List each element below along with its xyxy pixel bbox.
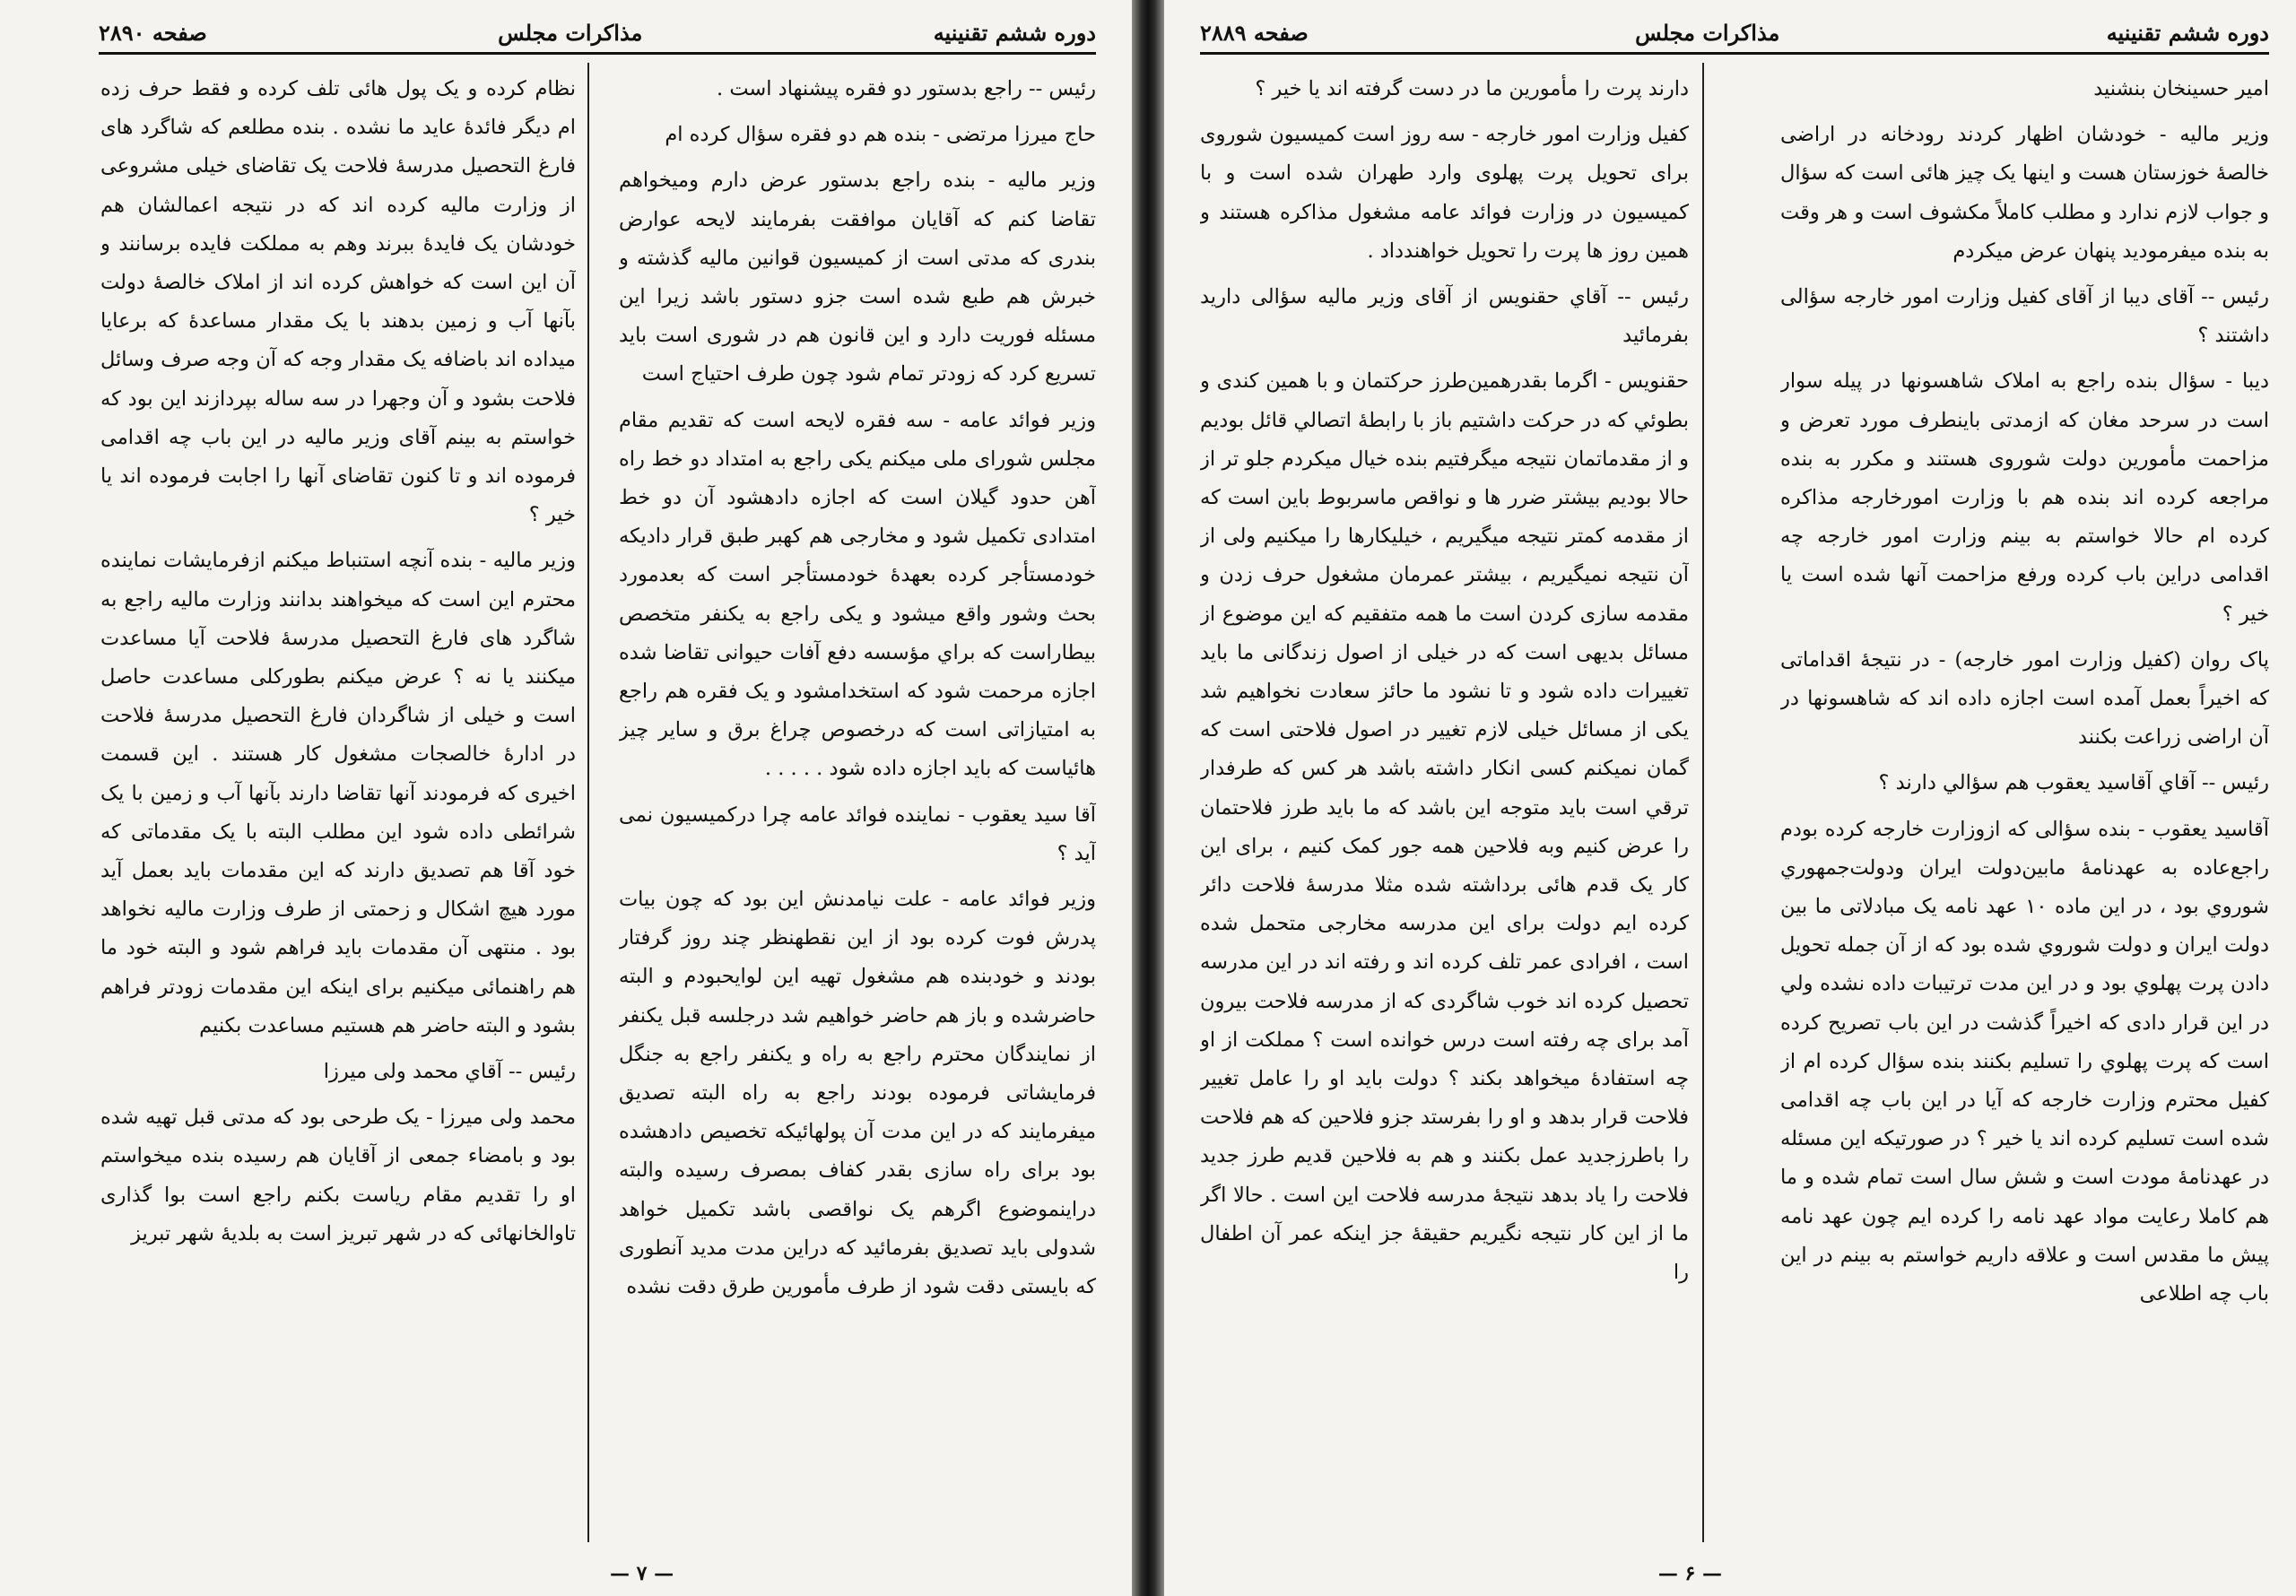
session-label: دوره ششم تقنینیه <box>933 19 1096 46</box>
paragraph: رئیس -- راجع بدستور دو فقره پیشنهاد است . <box>717 77 1096 100</box>
paragraph: کفیل وزارت امور خارجه - سه روز است کمیسیون شوروی برای تحویل پرت پهلوی وارد طهران شده است و با کمیسیون در وزارت فوائد عامه مشغول مذاکره هستند و همین روز ها پرت را تحویل خواهندداد . <box>1200 123 1689 263</box>
paragraph: رئیس -- آقاي محمد ولی میرزا <box>323 1060 576 1084</box>
header-rule <box>1200 52 2269 55</box>
page-number: صفحه ۲۸۸۹ <box>1200 19 1309 46</box>
page-header <box>99 16 1096 48</box>
paragraph: پاک روان (کفیل وزارت امور خارجه) - در نتیجهٔ اقداماتی که اخیراً بعمل آمده است اجازه داده اند که شاهسونها در آن اراضی زراعت بکنند <box>1780 647 2269 750</box>
text-column-left <box>1200 70 1689 1542</box>
column-divider <box>1702 63 1704 1542</box>
paragraph: دیبا - سؤال بنده راجع به املاک شاهسونها در پیله سوار است در سرحد مغان که ازمدتی باینطرف مورد تعرض و مزاحمت مأمورین دولت شوروی هستند و مکرر به بنده مراجعه کرده اند بنده هم با وزارت امورخارجه مذاکره کرده ام حالا خواستم به بینم وزارت امور خارجه چه اقدامی دراین باب کرده ورفع مزاحمت آنها شده است یا خیر ؟ <box>1780 369 2269 626</box>
column-divider <box>587 63 589 1542</box>
paragraph: آقاسید یعقوب - بنده سؤالی که ازوزارت خارجه کرده بودم راجع‌عاده به عهدنامهٔ مابین‌دولت ایران ودولت‌جمهوري شوروي بود ، در این ماده ۱۰ عهد نامه یک مبادلاتی ما بین دولت ایران و دولت شوروي شده بود که از آن جمله تحویل دادن پرت پهلوي بود و در این مدت ترتیبات داده نشده ولي در این قرار دادی که اخیراً گذشت در این باب تصریح کرده است که پرت پهلوي را تسلیم بکنند بنده سؤال کرده ام از کفیل محترم وزارت خارجه که آیا در این باب چه اقدامی شده است تسلیم کرده اند یا خیر ؟ در صورتیکه این مسئله در عهدنامهٔ مودت است و شش سال است تمام شده و ما هم کاملا رعایت مواد عهد نامه را کرده ایم چون عهد نامه پیش ما مقدس است و علاقه داریم خواستم به بینم در این باب چه اطلاعی <box>1780 817 2269 1306</box>
paragraph: وزیر مالیه - بنده راجع بدستور عرض دارم ومیخواهم تقاضا کنم که آقایان موافقت بفرمایند لایحه عوارض بندری که مدتی است از کمیسیون قوانین مالیه گذشته و خبرش هم طبع شده است جزو دستور باشد زیرا این مسئله فوریت دارد و این قانون هم در شوری است باید تسریع کرد که زودتر تمام شود چون طرف احتیاج است <box>619 169 1096 386</box>
page-number: صفحه ۲۸۹۰ <box>99 19 207 46</box>
paragraph: رئیس -- آقاي آقاسید یعقوب هم سؤالي دارند ؟ <box>1878 771 2269 795</box>
text-column-left <box>100 70 576 1542</box>
paragraph: دارند پرت را مأمورین ما در دست گرفته اند یا خیر ؟ <box>1255 77 1689 100</box>
page-header <box>1200 16 2269 48</box>
paragraph: نظام کرده و یک پول هائی تلف کرده و فقط حرف زده ام دیگر فائدهٔ عاید ما نشده . بنده مطلعم که شاگرد های فارغ التحصیل مدرسهٔ فلاحت یک تقاضای خیلی مشروعی از وزارت مالیه کرده اند که در نتیجه اعمالشان هم خودشان یک فایدهٔ ببرند وهم به مملکت فایده برسانند و آن این است که خواهش کرده اند از املاک خالصهٔ دولت بآنها آب و زمین بدهند با یک مقدار مساعدهٔ که برعایا میداده اند باضافه یک مقدار وجه که آن وجه صرف وسائل فلاحت بشود و آن وجهرا در سه ساله بپردازند این بود که خواستم به بینم آقای وزیر مالیه در این باب چه اقدامی فرموده اند و تا کنون تقاضای آنها را اجابت فرموده اند یا خیر ؟ <box>100 77 576 527</box>
page-footer: — ۷ — <box>610 1562 674 1585</box>
header-rule <box>99 52 1096 55</box>
paragraph: آقا سید یعقوب - نماینده فوائد عامه چرا درکمیسیون نمی آید ؟ <box>619 802 1096 865</box>
paragraph: وزیر فوائد عامه - سه فقره لایحه است که تقدیم مقام مجلس شورای ملی میکنم یکی راجع به امتداد دو خط راه آهن حدود گیلان است که اجازه دادهشود آن دو خط امتدادی تکمیل شود و مخارجی هم کهبر طبق قرار دادیکه خودمستأجر کرده بعهدهٔ خودمستأجر است که بعدمورد بحث وشور واقع میشود و یکی راجع به یکنفر متخصص بیطاراست که براي مؤسسه دفع آفات حیوانی تقاضا شده اجازه مرحمت شود که استخدامشود و یک فقره هم راجع به امتیازاتی است که درخصوص چراغ برق و سایر چیز هائیاست که باید اجازه داده شود . . . . . <box>619 408 1096 781</box>
paragraph: امیر حسینخان بنشنید <box>2093 77 2269 100</box>
paragraph: رئیس -- آقای دیبا از آقای کفیل وزارت امور خارجه سؤالی داشتند ؟ <box>1780 285 2269 348</box>
header-title: مذاکرات مجلس <box>1635 19 1780 46</box>
page-footer: — ۶ — <box>1657 1562 1722 1585</box>
header-title: مذاکرات مجلس <box>498 19 643 46</box>
text-column-right <box>1780 70 2269 1542</box>
paragraph: حاج میرزا مرتضی - بنده هم دو فقره سؤال کرده ام <box>665 123 1096 147</box>
book-gutter <box>1132 0 1164 1596</box>
paragraph: رئیس -- آقاي حقنویس از آقای وزیر مالیه سؤالی دارید بفرمائید <box>1200 285 1689 348</box>
text-column-right <box>619 70 1096 1542</box>
paragraph: وزیر فوائد عامه - علت نیامدنش این بود که چون بیات پدرش فوت کرده بود از این نقطهنظر چند روز گرفتار بودند و خودبنده هم مشغول تهیه این لوایحبودم و البته حاضرشده و باز هم حاضر خواهیم شد درجلسه قبل یکنفر از نمایندگان محترم راجع به راه و یکنفر راجع به جنگل فرمایشاتی فرموده بودند راجع به راه البته تصدیق میفرمایند که در این مدت آن پولهائیکه تخصیص دادهشده بود برای راه سازی بقدر کفاف بمصرف رسیده والبته دراینموضوع اگرهم یک نواقصی باشد تکمیل خواهد شدولی باید تصدیق بفرمائید که دراین مدت مدید آنطوری که بایستی دقت شود از طرف مأمورین طرق دقت نشده <box>619 888 1096 1299</box>
paragraph: وزیر مالیه - خودشان اظهار کردند رودخانه در اراضی خالصهٔ خوزستان هست و اینها یک چیز هائی است که سؤال و جواب لازم ندارد و مطلب کاملاً مکشوف است و هر وقت به بنده میفرمودید پنهان عرض میکردم <box>1780 123 2269 263</box>
paragraph: حقنویس - اگرما بقدرهمین‌طرز حرکتمان و با همین کندی و بطوئي که در حرکت داشتیم باز با رابطهٔ اتصالي قائل بودیم و از مقدماتمان نتیجه میگرفتیم بنده خیال میکردم جلو تر از حالا بودیم بیشتر ضرر ها و نواقص ماسربوط باین است که از مقدمه کمتر نتیجه میگیریم ، خیلیکارها را میکنیم ولی از آن نتیجه نمیگیریم ، بیشتر عمرمان مشغول حرف زدن و مقدمه سازی کردن است ما همه متفقیم که این موضوع از مسائل بدیهی است که در خیلی از اصول زندگانی ما باید تغییرات داده شود و تا نشود ما حائز سعادت نخواهیم شد یکی از مسائل خیلی لازم تغییر در اصول فلاحتی است که گمان نمیکنم کسی انکار داشته باشد هر کس که طرفدار ترقي است باید متوجه این باشد که ما باید طرز فلاحتمان را عرض کنیم وبه فلاحین همه جور کمک کنیم ، برای این کار یک قدم هائی برداشته شده مثلا مدرسهٔ فلاحت دائر کرده ایم دولت برای این مدرسه مخارجی متحمل شده است ، افرادی عمر تلف کرده اند و رفته اند در این مدرسه تحصیل کرده اند خوب شاگردی که از مدرسه فلاحت بیرون آمد برای چه رفته است درس خوانده است ؟ مملکت از او چه استفادهٔ میخواهد بکند ؟ دولت باید او را عامل تغییر فلاحت قرار بدهد و او را بفرستد جزو فلاحین که هم فلاحت را باطرزجدید عمل بکنند و هم به فلاحین قدیم طرز جدید فلاحت را یاد بدهد نتیجهٔ مدرسه فلاحت این است . حالا اگر ما از این کار نتیجه نگیریم حقیقهٔ جز اینکه عمر آن اطفال را <box>1200 369 1689 1285</box>
session-label: دوره ششم تقنینیه <box>2106 19 2269 46</box>
paragraph: محمد ولی میرزا - یک طرحی بود که مدتی قبل تهیه شده بود و بامضاء جمعی از آقایان هم رسیده بنده میخواستم او را تقدیم مقام ریاست بکنم راجع است بوا گذاری تاوالخانهائی که در شهر تبریز است به بلدیهٔ شهر تبریز <box>100 1106 576 1245</box>
left-page <box>0 0 1132 1596</box>
paragraph: وزیر مالیه - بنده آنچه استنباط میکنم ازفرمایشات نماینده محترم این است که میخواهند بدانند وزارت مالیه راجع به شاگرد های فارغ التحصیل مدرسهٔ فلاحت آیا مساعدت میکنند یا نه ؟ عرض میکنم بطورکلی مساعدت حاصل است و خیلی از شاگردان فارغ التحصیل مدرسهٔ فلاحت در ادارهٔ خالصجات مشغول کار هستند . این قسمت اخیری که فرمودند آنها تقاضا دارند بآنها آب و زمین با یک شرائطی داده شود این مطلب البته با یک مقدماتی که خود آقا هم تصدیق دارند که این مقدمات باید بعمل آید مورد هیچ اشکال و زحمتی از طرف وزارت مالیه نخواهد بود . منتهی آن مقدمات باید فراهم شود و البته خود ما هم راهنمائی میکنیم برای اینکه این مقدمات زودتر فراهم بشود و البته حاضر هم هستیم مساعدت بکنیم <box>100 549 576 1037</box>
right-page <box>1164 0 2296 1596</box>
